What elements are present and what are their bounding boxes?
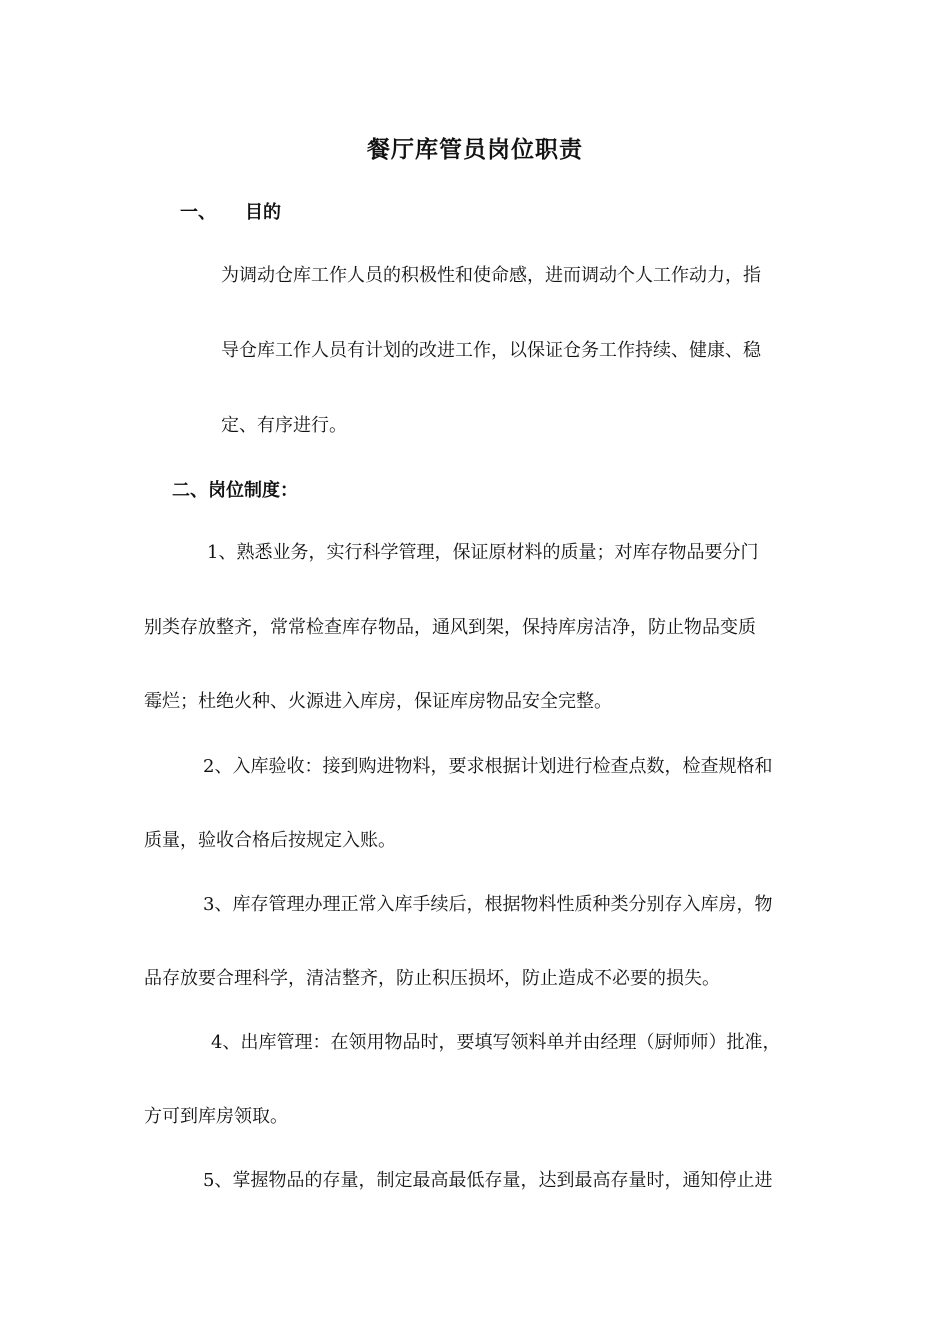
section2-line-6: 3、库存管理办理正常入库手续后，根据物料性质种类分别存入库房，物 (203, 894, 773, 915)
section1-line-2: 导仓库工作人员有计划的改进工作，以保证仓务工作持续、健康、稳 (221, 340, 761, 361)
section2-line-1: 1、熟悉业务，实行科学管理，保证原材料的质量；对库存物品要分门 (207, 542, 759, 563)
section1-line-1: 为调动仓库工作人员的积极性和使命感，进而调动个人工作动力，指 (221, 265, 761, 286)
section2-heading: 二、岗位制度： (172, 480, 298, 501)
section2-line-8: 4、出库管理：在领用物品时，要填写领料单并由经理（厨师师）批准， (211, 1032, 781, 1053)
section2-line-5: 质量，验收合格后按规定入账。 (144, 830, 396, 851)
section2-line-3: 霉烂；杜绝火种、火源进入库房，保证库房物品安全完整。 (144, 691, 612, 712)
section2-line-10: 5、掌握物品的存量，制定最高最低存量，达到最高存量时，通知停止进 (203, 1170, 773, 1191)
section2-line-4: 2、入库验收：接到购进物料，要求根据计划进行检查点数，检查规格和 (203, 756, 773, 777)
section1-number: 一、 (180, 202, 216, 223)
document-title: 餐厅库管员岗位职责 (367, 136, 583, 163)
section2-line-9: 方可到库房领取。 (144, 1106, 288, 1127)
section1-heading: 目的 (245, 202, 281, 223)
section2-line-7: 品存放要合理科学，清洁整齐，防止积压损坏，防止造成不必要的损失。 (144, 968, 720, 989)
section2-line-2: 别类存放整齐，常常检查库存物品，通风到架，保持库房洁净，防止物品变质 (144, 617, 756, 638)
section1-line-3: 定、有序进行。 (221, 415, 347, 436)
